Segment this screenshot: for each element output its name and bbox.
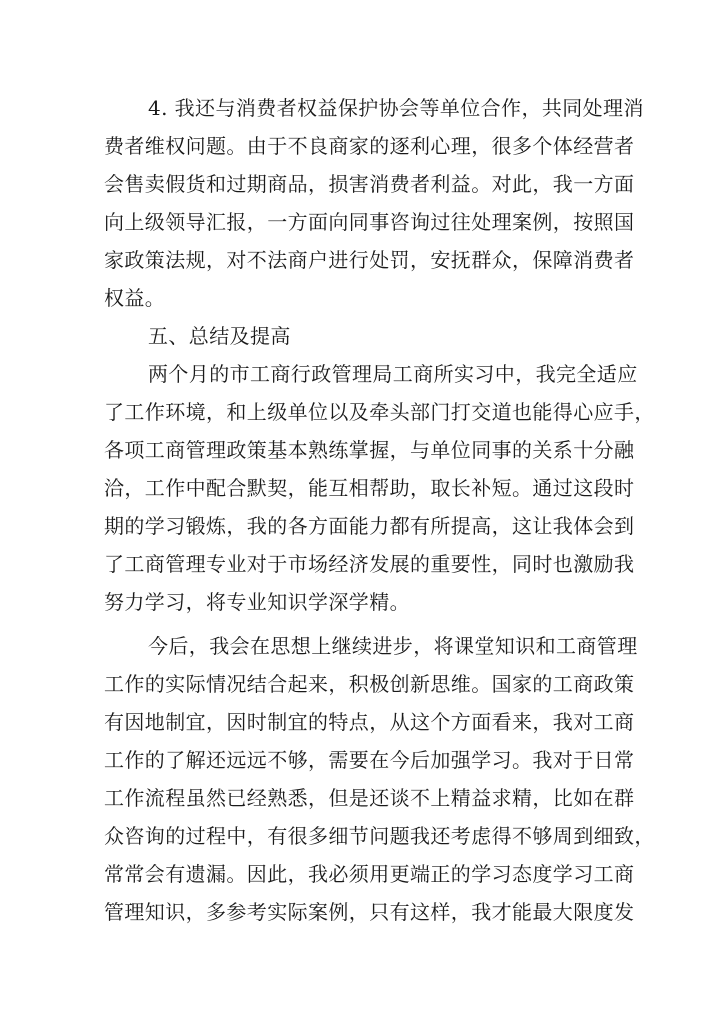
text-line: 了工作环境，和上级单位以及牵头部门打交道也能得心应手， <box>104 400 655 424</box>
text-line: 各项工商管理政策基本熟练掌握，与单位同事的关系十分融 <box>104 438 635 462</box>
text-line: 费者维权问题。由于不良商家的逐利心理，很多个体经营者 <box>104 134 635 158</box>
text-line: 工作的了解还远远不够，需要在今后加强学习。我对于日常 <box>104 748 635 772</box>
section-heading: 五、总结及提高 <box>148 324 291 348</box>
text-line: 管理知识，多参考实际案例，只有这样，我才能最大限度发 <box>104 900 635 924</box>
text-line: 常常会有遗漏。因此，我必须用更端正的学习态度学习工商 <box>104 862 635 886</box>
text-line: 两个月的市工商行政管理局工商所实习中，我完全适应 <box>148 362 638 386</box>
text-line: 工作的实际情况结合起来，积极创新思维。国家的工商政策 <box>104 672 635 696</box>
text-line: 了工商管理专业对于市场经济发展的重要性，同时也激励我 <box>104 552 635 576</box>
text-line: 期的学习锻炼，我的各方面能力都有所提高，这让我体会到 <box>104 514 635 538</box>
text-line: 权益。 <box>104 286 166 310</box>
text-line: 会售卖假货和过期商品，损害消费者利益。对此，我一方面 <box>104 172 635 196</box>
text-line: 众咨询的过程中，有很多细节问题我还考虑得不够周到细致， <box>104 824 655 848</box>
text-line: 有因地制宜，因时制宜的特点，从这个方面看来，我对工商 <box>104 710 635 734</box>
text-line: 4. 我还与消费者权益保护协会等单位合作，共同处理消 <box>148 96 644 120</box>
text-line: 努力学习，将专业知识学深学精。 <box>104 590 410 614</box>
text-line: 工作流程虽然已经熟悉，但是还谈不上精益求精，比如在群 <box>104 786 635 810</box>
text-line: 洽，工作中配合默契，能互相帮助，取长补短。通过这段时 <box>104 476 635 500</box>
text-line: 今后，我会在思想上继续进步，将课堂知识和工商管理 <box>148 634 638 658</box>
text-line: 家政策法规，对不法商户进行处罚，安抚群众，保障消费者 <box>104 248 635 272</box>
text-line: 向上级领导汇报，一方面向同事咨询过往处理案例，按照国 <box>104 210 635 234</box>
